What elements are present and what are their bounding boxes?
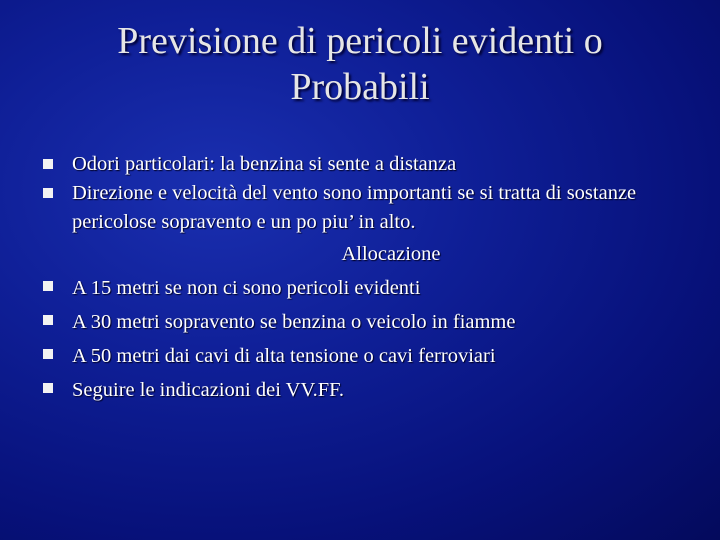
square-bullet-icon xyxy=(43,349,53,359)
bullet-text: sono importanti se si tratta di sostanze pericolose sopravento e un po piu’ in alto. xyxy=(72,182,637,233)
bullet-lead: Odori particolari xyxy=(72,153,210,175)
square-bullet-icon xyxy=(43,281,53,291)
bullet-item-allocation-1 xyxy=(40,271,670,305)
subheading-allocazione xyxy=(40,237,670,271)
square-bullet-icon xyxy=(43,315,53,325)
slide-title-line-2: Probabili xyxy=(290,66,430,108)
slide-title-line-1: Previsione di pericoli evidenti o xyxy=(117,20,603,62)
bullet-item-allocation-2 xyxy=(40,305,670,339)
bullet-item-direzione xyxy=(40,179,670,237)
bullet-list xyxy=(40,150,670,407)
slide-title xyxy=(40,18,680,110)
bullet-text: A 30 metri sopravento se benzina o veicolo in fiamme xyxy=(72,311,516,333)
square-bullet-icon xyxy=(43,159,53,169)
square-bullet-icon xyxy=(43,383,53,393)
bullet-text: A 50 metri dai cavi di alta tensione o cavi ferroviari xyxy=(72,345,496,367)
bullet-text: A 15 metri se non ci sono pericoli evidenti xyxy=(72,277,421,299)
bullet-item-odori xyxy=(40,150,670,179)
bullet-item-allocation-4 xyxy=(40,373,670,407)
bullet-text: : la benzina si sente a distanza xyxy=(209,153,457,175)
subheading-text: Allocazione xyxy=(341,243,441,265)
bullet-item-allocation-3 xyxy=(40,339,670,373)
square-bullet-icon xyxy=(43,188,53,198)
bullet-text: Seguire le indicazioni dei VV.FF. xyxy=(72,379,345,401)
bullet-lead: Direzione e velocità del vento xyxy=(72,182,318,204)
